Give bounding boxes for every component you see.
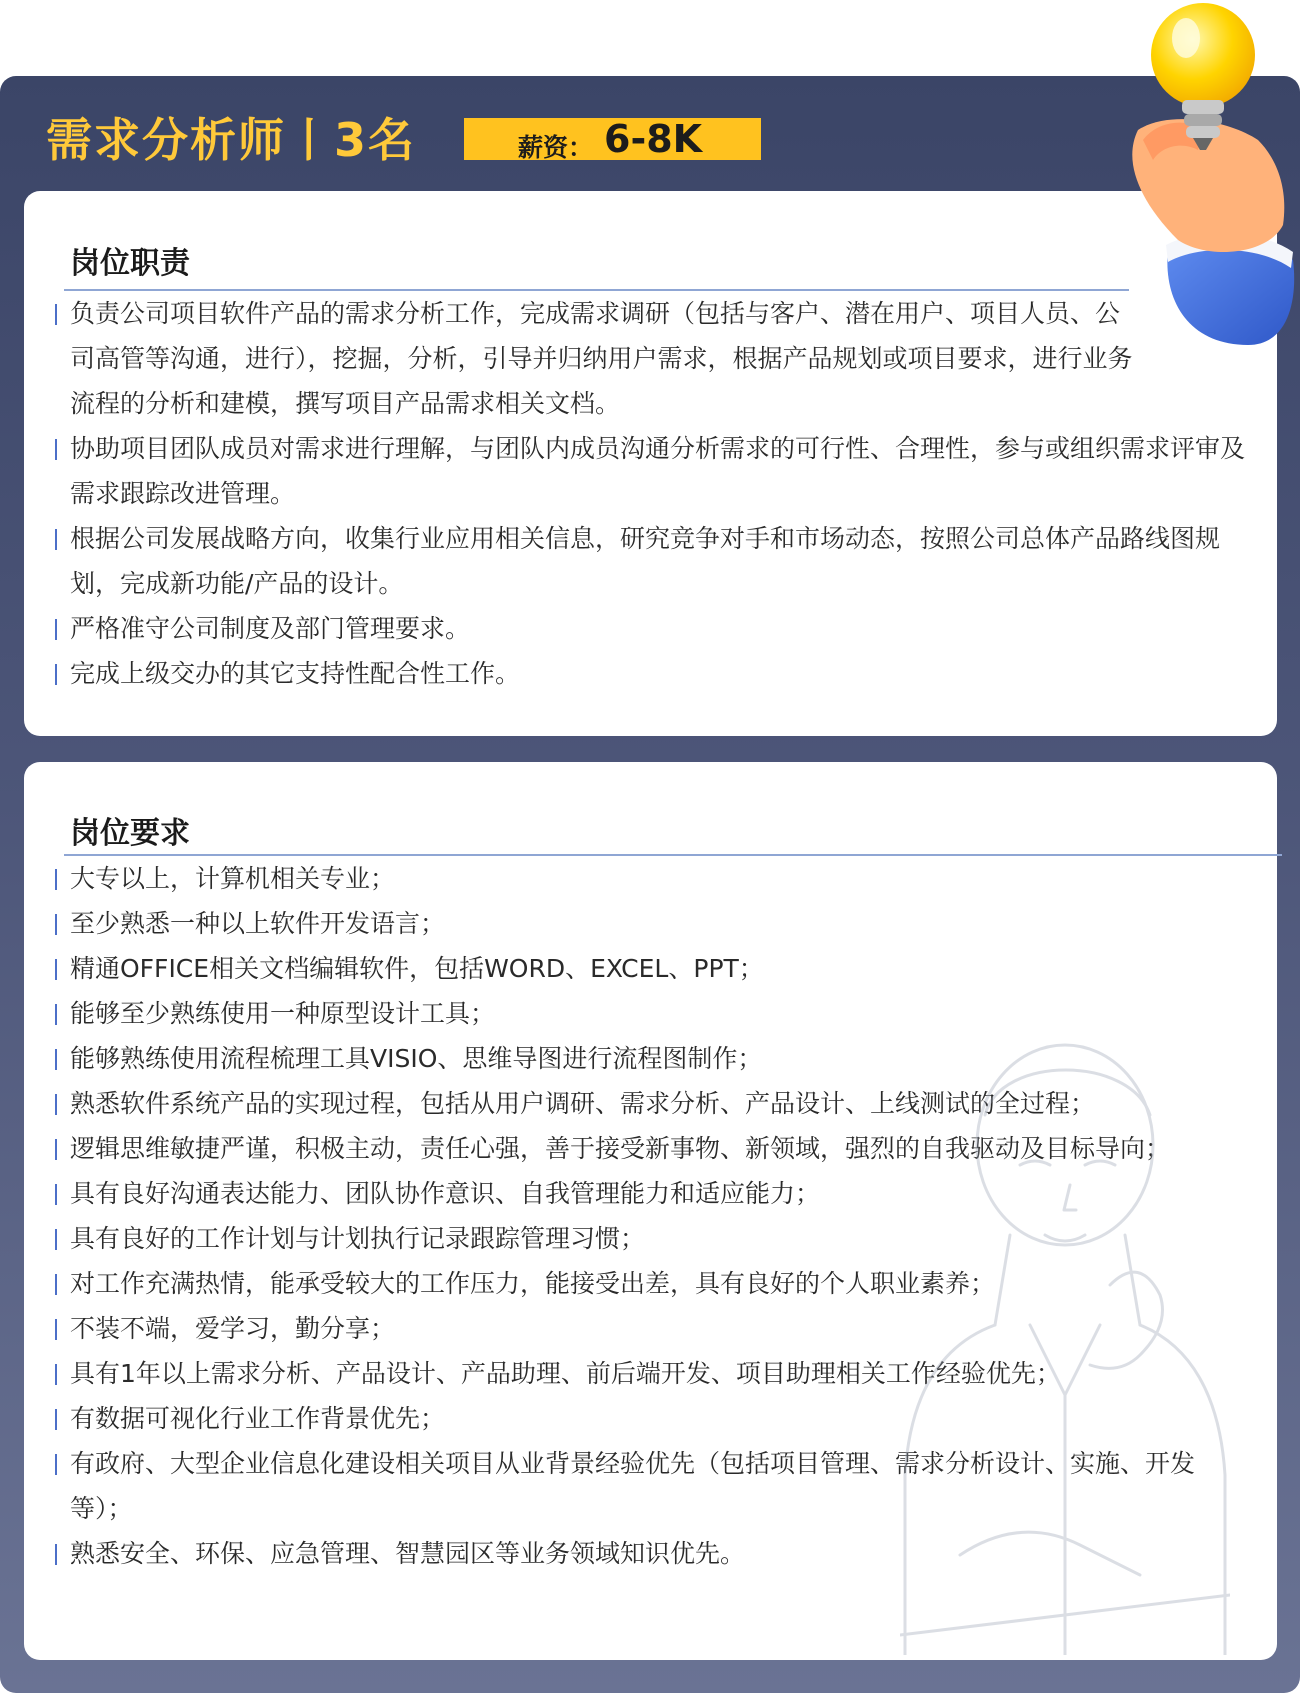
requirements-title: 岗位要求 bbox=[70, 816, 190, 851]
list-item: 大专以上，计算机相关专业； bbox=[55, 856, 1250, 901]
bullet-bar bbox=[55, 1454, 57, 1475]
list-item: 根据公司发展战略方向，收集行业应用相关信息，研究竞争对手和市场动态，按照公司总体产品路线图规划，完成新功能/产品的设计。 bbox=[55, 516, 1250, 606]
bullet-bar bbox=[55, 1139, 57, 1160]
list-item: 不装不端，爱学习，勤分享； bbox=[55, 1306, 1250, 1351]
bullet-bar bbox=[55, 959, 57, 980]
list-item: 有数据可视化行业工作背景优先； bbox=[55, 1396, 1250, 1441]
bullet-bar bbox=[55, 1364, 57, 1385]
bullet-bar bbox=[55, 529, 57, 550]
salary-badge bbox=[464, 118, 761, 160]
bullet-bar bbox=[55, 1094, 57, 1115]
list-item: 负责公司项目软件产品的需求分析工作，完成需求调研（包括与客户、潜在用户、项目人员、公司高管等沟通，进行），挖掘，分析，引导并归纳用户需求，根据产品规划或项目要求，进行业务流程的分析和建模，撰写项目产品需求相关文档。 bbox=[55, 291, 1140, 426]
bullet-bar bbox=[55, 664, 57, 685]
bullet-bar bbox=[55, 439, 57, 460]
bullet-bar bbox=[55, 1274, 57, 1295]
list-item: 能够熟练使用流程梳理工具VISIO、思维导图进行流程图制作； bbox=[55, 1036, 1250, 1081]
salary-label: 薪资： bbox=[518, 133, 594, 162]
bullet-bar bbox=[55, 869, 57, 890]
list-item: 具有良好的工作计划与计划执行记录跟踪管理习惯； bbox=[55, 1216, 1250, 1261]
bullet-bar bbox=[55, 304, 57, 325]
bullet-bar bbox=[55, 1319, 57, 1340]
bullet-bar bbox=[55, 1409, 57, 1430]
list-item: 有政府、大型企业信息化建设相关项目从业背景经验优先（包括项目管理、需求分析设计、实施、开发等）； bbox=[55, 1441, 1250, 1531]
bullet-bar bbox=[55, 1004, 57, 1025]
list-item: 协助项目团队成员对需求进行理解，与团队内成员沟通分析需求的可行性、合理性，参与或组织需求评审及需求跟踪改进管理。 bbox=[55, 426, 1250, 516]
lightbulb-icon bbox=[1108, 0, 1298, 350]
list-item: 至少熟悉一种以上软件开发语言； bbox=[55, 901, 1250, 946]
list-item: 完成上级交办的其它支持性配合性工作。 bbox=[55, 651, 1250, 696]
bullet-bar bbox=[55, 914, 57, 935]
list-item: 熟悉安全、环保、应急管理、智慧园区等业务领域知识优先。 bbox=[55, 1531, 1250, 1576]
bullet-bar bbox=[55, 619, 57, 640]
bullet-bar bbox=[55, 1049, 57, 1070]
salary-value: 6-8K bbox=[604, 117, 703, 161]
list-item: 能够至少熟练使用一种原型设计工具； bbox=[55, 991, 1250, 1036]
list-item: 具有1年以上需求分析、产品设计、产品助理、前后端开发、项目助理相关工作经验优先； bbox=[55, 1351, 1250, 1396]
bullet-bar bbox=[55, 1184, 57, 1205]
list-item: 严格准守公司制度及部门管理要求。 bbox=[55, 606, 1250, 651]
bullet-bar bbox=[55, 1544, 57, 1565]
job-title: 需求分析师丨3名 bbox=[46, 113, 417, 167]
list-item: 具有良好沟通表达能力、团队协作意识、自我管理能力和适应能力； bbox=[55, 1171, 1250, 1216]
responsibilities-title: 岗位职责 bbox=[70, 246, 190, 281]
bullet-bar bbox=[55, 1229, 57, 1250]
list-item: 对工作充满热情，能承受较大的工作压力，能接受出差，具有良好的个人职业素养； bbox=[55, 1261, 1250, 1306]
list-item: 熟悉软件系统产品的实现过程，包括从用户调研、需求分析、产品设计、上线测试的全过程； bbox=[55, 1081, 1250, 1126]
thinking-man-icon bbox=[900, 1035, 1230, 1655]
list-item: 逻辑思维敏捷严谨，积极主动，责任心强，善于接受新事物、新领域，强烈的自我驱动及目标导向； bbox=[55, 1126, 1250, 1171]
responsibilities-card bbox=[24, 191, 1277, 736]
responsibilities-list bbox=[55, 291, 1250, 696]
list-item: 精通OFFICE相关文档编辑软件，包括WORD、EXCEL、PPT； bbox=[55, 946, 1250, 991]
